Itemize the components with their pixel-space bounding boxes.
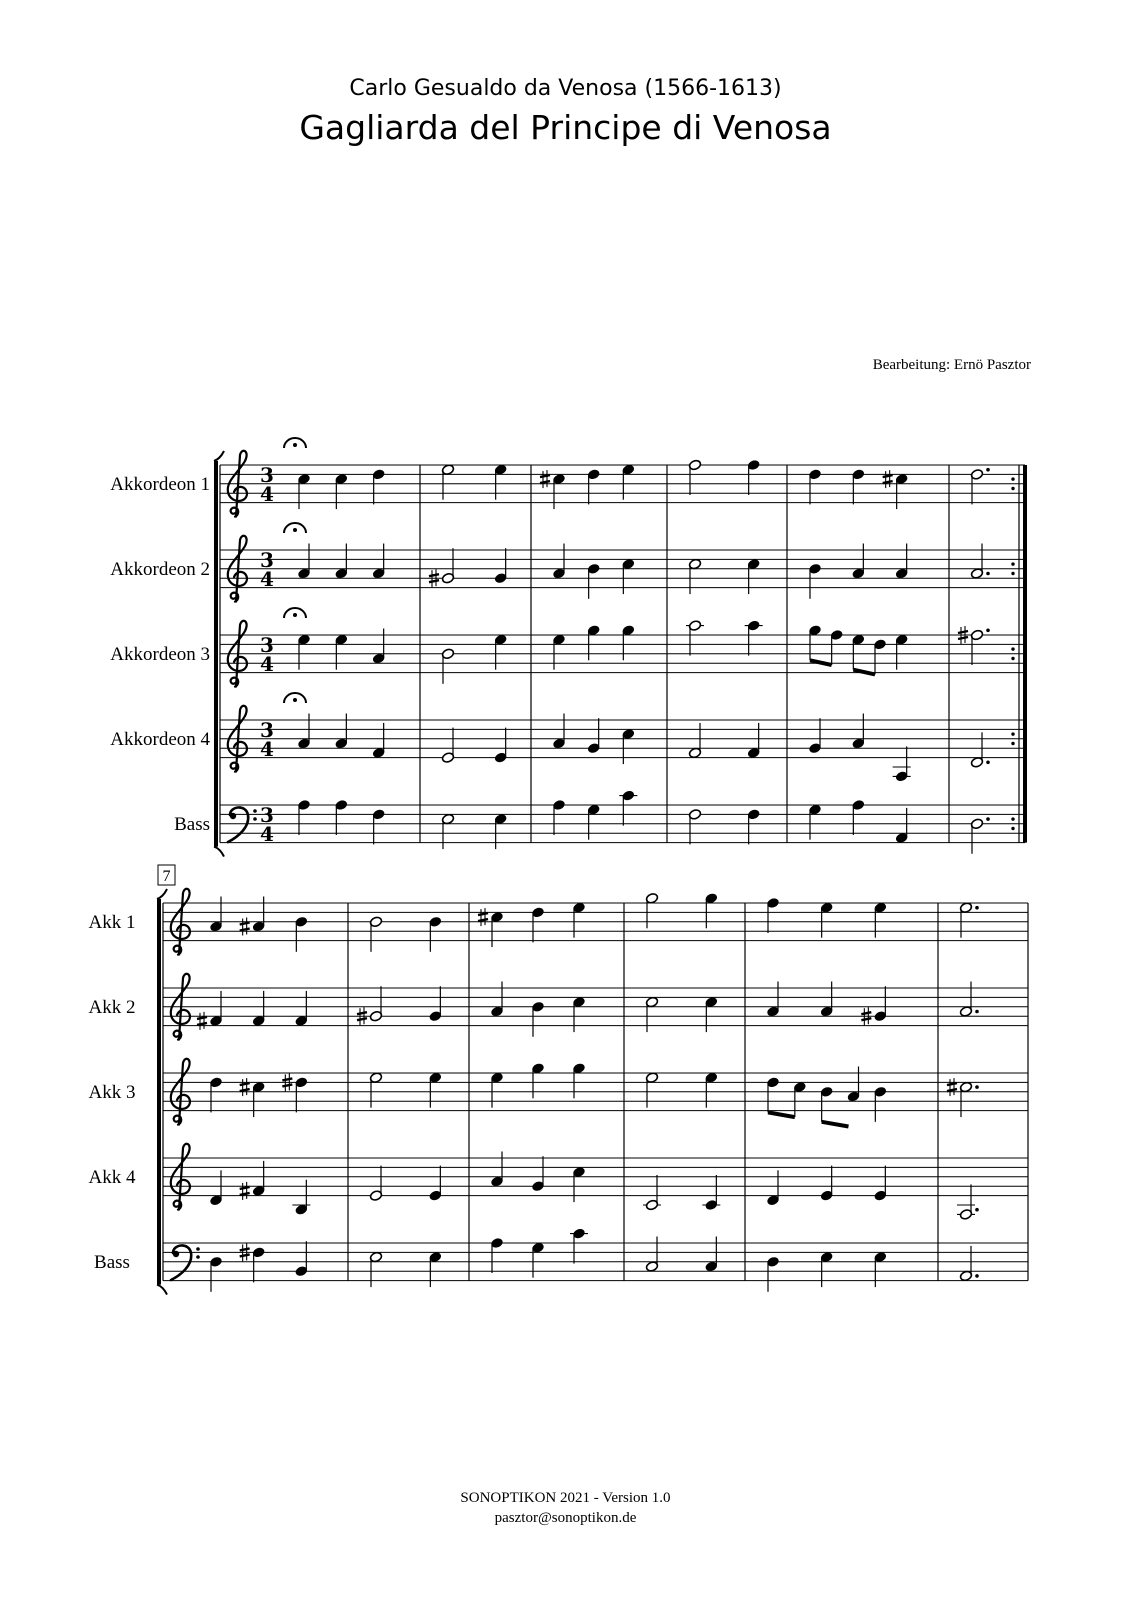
staff-1 bbox=[110, 438, 1025, 517]
sharp-accidental bbox=[883, 470, 893, 488]
note bbox=[441, 728, 454, 764]
note bbox=[335, 714, 348, 750]
dot bbox=[986, 572, 990, 576]
note bbox=[369, 1251, 382, 1287]
note bbox=[197, 991, 223, 1030]
repeat-dot-icon bbox=[1011, 657, 1014, 660]
note bbox=[645, 1237, 658, 1273]
note bbox=[531, 1242, 544, 1278]
fermata-dot-icon bbox=[293, 698, 297, 702]
note bbox=[209, 897, 222, 933]
bass-clef-dot-icon bbox=[253, 817, 257, 821]
note bbox=[429, 1251, 442, 1287]
time-signature-bottom: 4 bbox=[260, 737, 274, 761]
bracket-hook-bottom bbox=[157, 1285, 167, 1295]
note bbox=[335, 544, 348, 580]
footer-publisher: SONOPTIKON 2021 - Version 1.0 bbox=[460, 1490, 671, 1506]
note bbox=[552, 544, 565, 580]
repeat-dot-icon bbox=[1011, 562, 1014, 565]
bass-clef-dot-icon bbox=[253, 809, 257, 813]
note bbox=[494, 813, 507, 849]
note bbox=[292, 1180, 310, 1216]
note bbox=[747, 459, 760, 495]
bass-clef-icon bbox=[171, 1245, 191, 1280]
note bbox=[747, 723, 760, 759]
note bbox=[372, 629, 385, 665]
dot bbox=[986, 629, 990, 633]
note bbox=[645, 892, 658, 928]
note bbox=[970, 817, 990, 854]
footer-email: pasztor@sonoptikon.de bbox=[494, 1510, 637, 1526]
note bbox=[429, 548, 455, 587]
note bbox=[883, 470, 909, 509]
note bbox=[766, 1170, 779, 1206]
note bbox=[552, 799, 565, 835]
note bbox=[297, 634, 310, 670]
note bbox=[958, 626, 990, 665]
fermata-dot-icon bbox=[293, 528, 297, 532]
staff-3 bbox=[89, 1059, 1028, 1127]
dot bbox=[986, 761, 990, 765]
note bbox=[893, 746, 911, 782]
note bbox=[874, 902, 887, 938]
note bbox=[747, 558, 760, 594]
note bbox=[619, 790, 637, 826]
fermata-dot-icon bbox=[293, 613, 297, 617]
note bbox=[572, 1062, 585, 1098]
time-signature-bottom: 4 bbox=[260, 822, 274, 846]
note bbox=[335, 473, 348, 509]
dot bbox=[986, 468, 990, 472]
note bbox=[895, 808, 908, 844]
note bbox=[808, 469, 821, 505]
note bbox=[209, 1077, 222, 1113]
note bbox=[970, 732, 990, 768]
note bbox=[622, 728, 635, 764]
note bbox=[572, 902, 585, 938]
staff-2 bbox=[89, 974, 1028, 1040]
note bbox=[808, 804, 821, 840]
system-1 bbox=[110, 438, 1025, 857]
note bbox=[766, 1077, 779, 1113]
note bbox=[297, 473, 310, 509]
note bbox=[957, 1184, 979, 1220]
repeat-dot-icon bbox=[1011, 647, 1014, 650]
note bbox=[587, 804, 600, 840]
note bbox=[429, 1072, 442, 1108]
note bbox=[240, 897, 266, 936]
dot bbox=[975, 1010, 979, 1014]
staff-2 bbox=[110, 523, 1025, 602]
bass-clef-dot-icon bbox=[196, 1247, 200, 1251]
staff-label: Akk 4 bbox=[88, 1166, 136, 1188]
note bbox=[874, 1251, 887, 1287]
note bbox=[490, 1237, 503, 1273]
note bbox=[852, 799, 865, 835]
staff-label: Akkordeon 1 bbox=[110, 473, 210, 495]
time-signature-top: 3 bbox=[260, 548, 274, 572]
note bbox=[297, 799, 310, 835]
note bbox=[335, 634, 348, 670]
staff-4 bbox=[89, 1144, 1028, 1221]
note bbox=[357, 986, 383, 1025]
note bbox=[705, 1072, 718, 1108]
note bbox=[874, 1166, 887, 1202]
staff-label: Bass bbox=[94, 1251, 130, 1273]
bracket-hook-top bbox=[214, 451, 224, 461]
note bbox=[622, 464, 635, 500]
note bbox=[895, 634, 908, 670]
dot bbox=[975, 1274, 979, 1278]
note bbox=[372, 469, 385, 505]
measure-number: 7 bbox=[162, 868, 171, 885]
system-2 bbox=[89, 865, 1028, 1295]
note bbox=[240, 1078, 266, 1117]
composer-line: Carlo Gesualdo da Venosa (1566-1613) bbox=[349, 76, 782, 101]
note bbox=[852, 634, 865, 670]
note bbox=[494, 464, 507, 500]
piece-title: Gagliarda del Principe di Venosa bbox=[299, 108, 832, 147]
staff-label: Akkordeon 3 bbox=[110, 643, 210, 665]
note bbox=[252, 991, 265, 1027]
sharp-accidental bbox=[240, 1078, 250, 1096]
note bbox=[766, 897, 779, 933]
note bbox=[745, 620, 763, 656]
staff-label: Akk 2 bbox=[88, 996, 136, 1018]
note bbox=[747, 809, 760, 845]
note bbox=[959, 902, 979, 938]
note bbox=[429, 916, 442, 952]
staff-label: Akk 1 bbox=[88, 911, 136, 933]
time-signature-top: 3 bbox=[260, 803, 274, 827]
note bbox=[240, 1243, 266, 1282]
note bbox=[766, 982, 779, 1018]
dot bbox=[975, 1085, 979, 1089]
note bbox=[705, 996, 718, 1032]
repeat-dot-icon bbox=[1011, 572, 1014, 575]
note bbox=[622, 624, 635, 660]
note bbox=[531, 1001, 544, 1037]
note bbox=[240, 1161, 266, 1200]
note bbox=[490, 1152, 503, 1188]
repeat-dot-icon bbox=[1011, 827, 1014, 830]
note bbox=[705, 1237, 718, 1273]
sharp-accidental bbox=[197, 1012, 207, 1030]
note bbox=[490, 1072, 503, 1108]
note bbox=[830, 629, 843, 665]
note bbox=[645, 996, 658, 1032]
repeat-dot-icon bbox=[1011, 732, 1014, 735]
note bbox=[688, 459, 701, 495]
note bbox=[847, 1067, 860, 1103]
staff-label: Bass bbox=[174, 813, 210, 835]
sharp-accidental bbox=[240, 1182, 250, 1200]
note bbox=[645, 1072, 658, 1108]
fermata-dot-icon bbox=[293, 443, 297, 447]
bass-clef-dot-icon bbox=[196, 1255, 200, 1259]
note bbox=[643, 1175, 661, 1211]
bass-clef-dot-icon bbox=[173, 1251, 179, 1257]
note bbox=[429, 986, 442, 1022]
staff-label: Akk 3 bbox=[88, 1081, 136, 1103]
note bbox=[494, 548, 507, 584]
note bbox=[970, 544, 990, 580]
bracket-hook-bottom bbox=[214, 847, 224, 857]
staff-5 bbox=[174, 790, 1025, 854]
beam bbox=[768, 1112, 795, 1117]
note bbox=[295, 916, 308, 952]
note bbox=[335, 799, 348, 835]
staff-label: Akkordeon 2 bbox=[110, 558, 210, 580]
staff-label: Akkordeon 4 bbox=[110, 728, 210, 750]
note bbox=[874, 1086, 887, 1122]
note bbox=[873, 639, 886, 675]
note bbox=[369, 1072, 382, 1108]
note bbox=[587, 469, 600, 505]
bass-clef-icon bbox=[228, 807, 248, 842]
note bbox=[372, 809, 385, 845]
dot bbox=[975, 1208, 979, 1212]
note bbox=[441, 813, 454, 849]
note bbox=[688, 723, 701, 759]
note bbox=[572, 996, 585, 1032]
note bbox=[820, 902, 833, 938]
note bbox=[688, 558, 701, 594]
bass-clef-dot-icon bbox=[230, 813, 236, 819]
note bbox=[282, 1073, 308, 1112]
note bbox=[959, 1246, 979, 1282]
note bbox=[369, 916, 382, 952]
repeat-dot-icon bbox=[1011, 477, 1014, 480]
sharp-accidental bbox=[240, 918, 250, 936]
sharp-accidental bbox=[947, 1078, 957, 1096]
staff-3 bbox=[110, 608, 1025, 687]
note bbox=[820, 982, 833, 1018]
time-signature-bottom: 4 bbox=[260, 567, 274, 591]
sharp-accidental bbox=[540, 470, 550, 488]
note bbox=[587, 718, 600, 754]
note bbox=[209, 1170, 222, 1206]
note bbox=[478, 908, 504, 947]
note bbox=[587, 563, 600, 599]
note bbox=[702, 1175, 720, 1211]
note bbox=[297, 714, 310, 750]
note bbox=[852, 544, 865, 580]
staff-1 bbox=[89, 889, 1028, 955]
staff-4 bbox=[110, 693, 1025, 782]
note bbox=[947, 1078, 979, 1117]
note bbox=[372, 544, 385, 580]
note bbox=[552, 714, 565, 750]
note bbox=[295, 1241, 308, 1277]
repeat-dot-icon bbox=[1011, 487, 1014, 490]
note bbox=[970, 468, 990, 504]
note bbox=[441, 648, 454, 684]
note bbox=[959, 982, 979, 1018]
sharp-accidental bbox=[478, 908, 488, 926]
note bbox=[494, 634, 507, 670]
time-signature-top: 3 bbox=[260, 718, 274, 742]
note bbox=[531, 907, 544, 943]
note bbox=[372, 723, 385, 759]
repeat-dot-icon bbox=[1011, 742, 1014, 745]
note bbox=[852, 469, 865, 505]
note bbox=[369, 1166, 382, 1202]
note bbox=[895, 544, 908, 580]
beam bbox=[822, 1122, 849, 1127]
time-signature-bottom: 4 bbox=[260, 652, 274, 676]
note bbox=[587, 624, 600, 660]
note bbox=[820, 1251, 833, 1287]
note bbox=[209, 1256, 222, 1292]
note bbox=[766, 1256, 779, 1292]
note bbox=[622, 558, 635, 594]
note bbox=[494, 728, 507, 764]
note bbox=[297, 544, 310, 580]
note bbox=[808, 563, 821, 599]
arranger-credit: Bearbeitung: Ernö Pasztor bbox=[872, 357, 1031, 373]
note bbox=[820, 1086, 833, 1122]
note bbox=[793, 1081, 806, 1117]
note bbox=[808, 718, 821, 754]
bracket-hook-top bbox=[157, 889, 167, 899]
note bbox=[570, 1228, 588, 1264]
note bbox=[552, 634, 565, 670]
note bbox=[429, 1166, 442, 1202]
note bbox=[808, 624, 821, 660]
note bbox=[852, 714, 865, 750]
note bbox=[861, 986, 887, 1025]
note bbox=[490, 982, 503, 1018]
dot bbox=[975, 906, 979, 910]
beam bbox=[853, 670, 875, 675]
note bbox=[705, 892, 718, 928]
note bbox=[820, 1166, 833, 1202]
note bbox=[531, 1062, 544, 1098]
note bbox=[295, 991, 308, 1027]
time-signature-bottom: 4 bbox=[260, 482, 274, 506]
note bbox=[531, 1156, 544, 1192]
note bbox=[540, 470, 566, 509]
dot bbox=[986, 817, 990, 821]
repeat-dot-icon bbox=[1011, 817, 1014, 820]
note bbox=[688, 809, 701, 845]
note bbox=[572, 1166, 585, 1202]
note bbox=[441, 464, 454, 500]
time-signature-top: 3 bbox=[260, 633, 274, 657]
note bbox=[686, 620, 704, 656]
staff-5 bbox=[94, 1228, 1028, 1292]
beam bbox=[810, 660, 832, 665]
time-signature-top: 3 bbox=[260, 463, 274, 487]
